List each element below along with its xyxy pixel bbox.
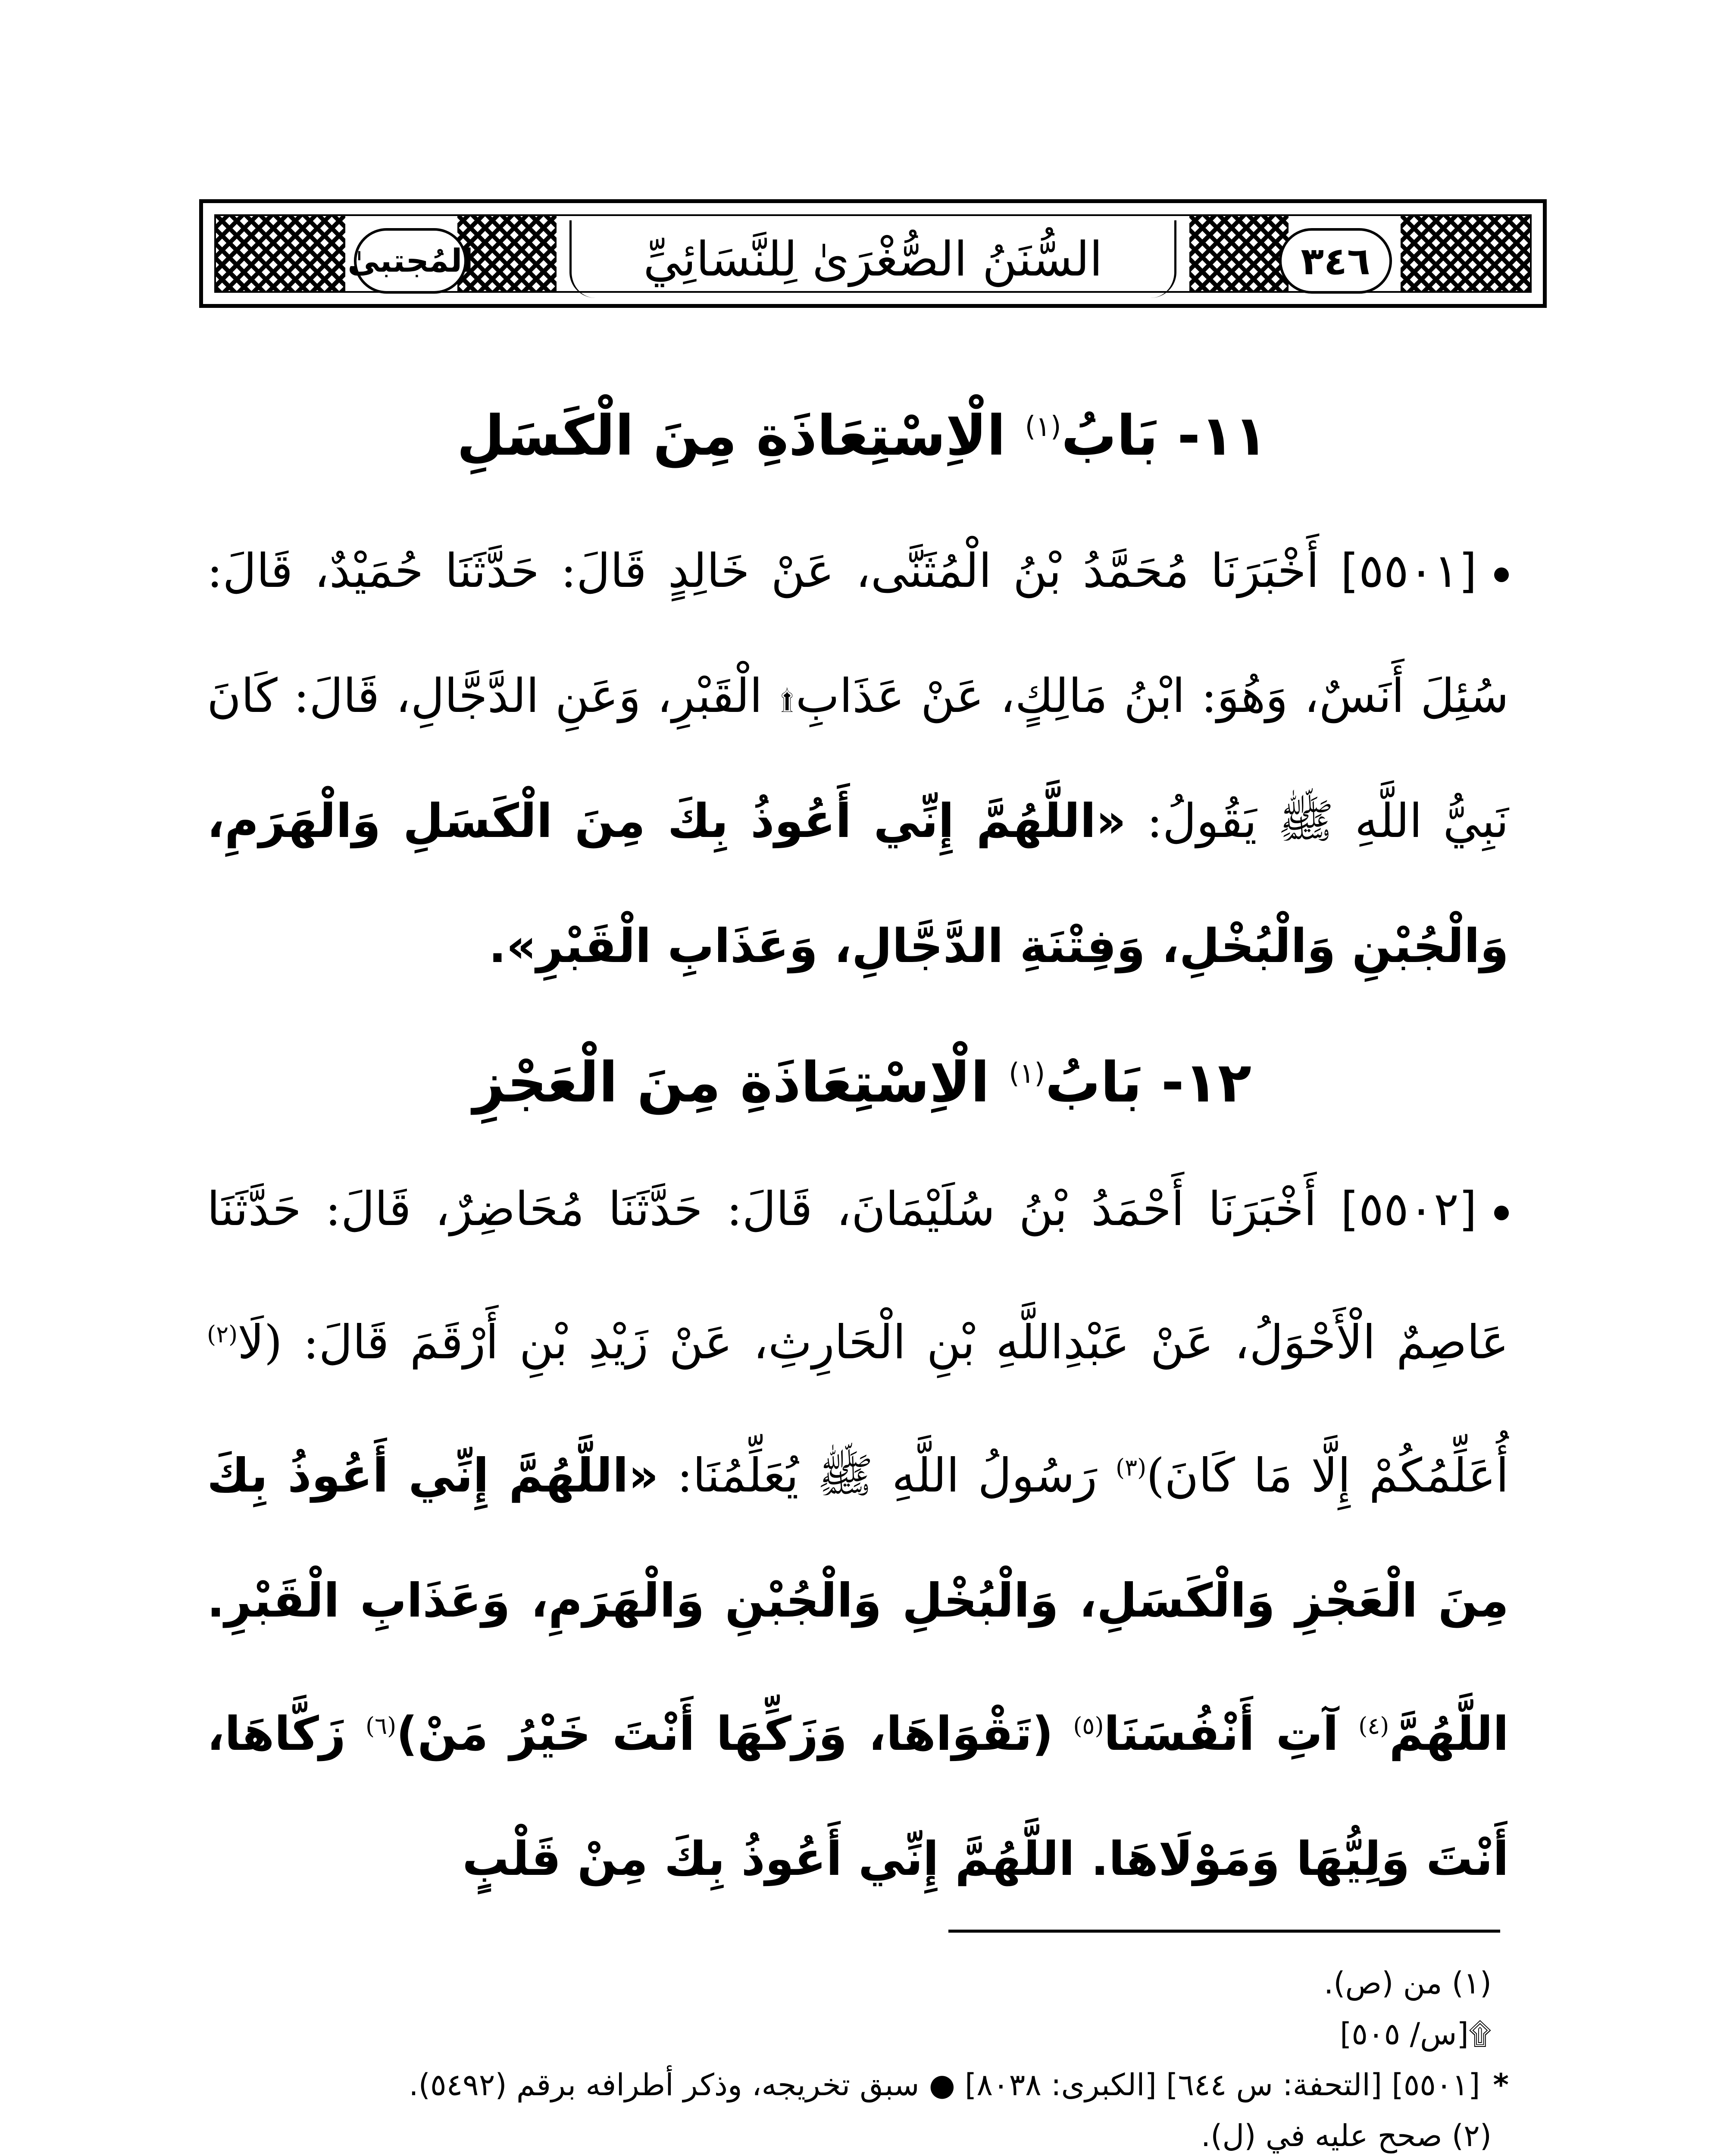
hadith-5502 xyxy=(207,1147,1509,1922)
header-frame xyxy=(214,214,1532,293)
hadith-matn: زَكَّاهَا، أَنْتَ وَلِيُّهَا وَمَوْلَاهَا. اللَّهُمَّ إِنِّي أَعُوذُ بِكَ مِنْ قَلْبٍ xyxy=(207,1707,1509,1886)
hadith-5501 xyxy=(207,509,1509,1009)
footnotes xyxy=(207,1958,1509,2156)
hadith-matn: (تَقْوَاهَا، وَزَكِّهَا أَنْتَ خَيْرُ مَنْ) xyxy=(396,1707,1054,1761)
heading-prefix: ١١- بَابُ xyxy=(1061,404,1268,468)
hadith-matn: آتِ أَنْفُسَنَا xyxy=(1104,1707,1339,1761)
hadith-matn: «اللَّهُمَّ إِنِّي أَعُوذُ بِكَ مِنَ الْكَسَلِ وَالْهَرَمِ، وَالْجُبْنِ وَالْبُخْلِ، وَفِتْنَةِ الدَّجَّالِ، وَعَذَابِ الْقَبْرِ». xyxy=(207,794,1509,973)
page-number: ٣٤٦ xyxy=(1279,228,1392,294)
bullet-icon xyxy=(1494,567,1509,582)
footnote-ref: (١) xyxy=(1025,411,1061,443)
hadith-text-cont: الْقَبْرِ، وَعَنِ الدَّجَّالِ، قَالَ: كَانَ نَبِيُّ اللَّهِ ﷺ يَقُولُ: xyxy=(207,669,1509,848)
hadith-matn: «اللَّهُمَّ إِنِّي أَعُوذُ بِكَ مِنَ الْعَجْزِ وَالْكَسَلِ، وَالْبُخْلِ وَالْجُبْنِ وَالْهَرَمِ، وَعَذَابِ الْقَبْرِ. اللَّهُمَّ xyxy=(207,1449,1509,1761)
page-marker-note: ۩[س/ ٥٠٥] xyxy=(1340,2016,1492,2052)
ornament-left xyxy=(216,216,345,291)
footnote-ref: (١) xyxy=(1009,1058,1045,1090)
hadith-text: رَسُولُ اللَّهِ ﷺ يُعَلِّمُنَا: xyxy=(677,1449,1098,1503)
heading-prefix: ١٢- بَابُ xyxy=(1045,1050,1252,1115)
ornament-mid-right xyxy=(1189,216,1289,291)
footnote-ref: (٤) xyxy=(1358,1712,1389,1739)
star-icon: * xyxy=(1493,2067,1509,2103)
chapter-heading-12 xyxy=(216,1035,1509,1122)
book-title: السُّنَنُ الصُّغْرَىٰ لِلنَّسَائِيِّ xyxy=(569,220,1176,298)
footnote-ref: (٢) xyxy=(207,1321,238,1348)
hadith-text: أَخْبَرَنَا مُحَمَّدُ بْنُ الْمُثَنَّى، عَنْ خَالِدٍ قَالَ: حَدَّثَنَا حُمَيْدٌ، قَالَ: سُئِلَ أَنَسٌ، وَهُوَ: ابْنُ مَالِكٍ، عَنْ عَذَابِ xyxy=(207,544,1509,723)
hadith-number: [٥٥٠١] xyxy=(1340,544,1477,598)
footnote-ref: (٦) xyxy=(365,1712,397,1739)
takhrij-text: [٥٥٠١] [التحفة: س ٦٤٤] [الكبرى: ٨٠٣٨] ● سبق تخريجه، وذكر أطرافه برقم (٥٤٩٢). xyxy=(409,2067,1480,2103)
footnote-separator xyxy=(948,1930,1500,1933)
bullet-icon xyxy=(1494,1206,1509,1220)
footnote-ref: (٥) xyxy=(1073,1712,1104,1739)
chapter-heading-11 xyxy=(216,388,1509,475)
heading-text: الْاِسْتِعَاذَةِ مِنَ الْكَسَلِ xyxy=(457,404,1006,468)
footnote-2: (٢) صحح عليه في (ل). xyxy=(1201,2118,1492,2153)
footnote-1: (١) من (ص). xyxy=(1323,1965,1492,2001)
book-emblem: المُجتبىٰ xyxy=(354,228,467,294)
hadith-number: [٥٥٠٢] xyxy=(1340,1182,1477,1236)
ornament-right xyxy=(1401,216,1530,291)
hadith-text: أُعَلِّمُكُمْ إِلَّا مَا كَانَ) xyxy=(1146,1449,1509,1503)
hadith-text: أَخْبَرَنَا أَحْمَدُ بْنُ سُلَيْمَانَ، قَالَ: حَدَّثَنَا مُحَاضِرٌ، قَالَ: حَدَّثَنَا عَاصِمٌ الْأَحْوَلُ، عَنْ عَبْدِاللَّهِ بْنِ الْحَارِثِ، عَنْ زَيْدِ بْنِ أَرْقَمَ قَالَ: (لَا xyxy=(207,1182,1509,1369)
footnote-ref: (٣) xyxy=(1116,1454,1147,1481)
heading-text: الْاِسْتِعَاذَةِ مِنَ الْعَجْزِ xyxy=(472,1050,990,1115)
page-marker-icon: ۩ xyxy=(779,669,796,723)
running-header xyxy=(199,199,1547,308)
takhrij-note xyxy=(207,2059,1509,2110)
